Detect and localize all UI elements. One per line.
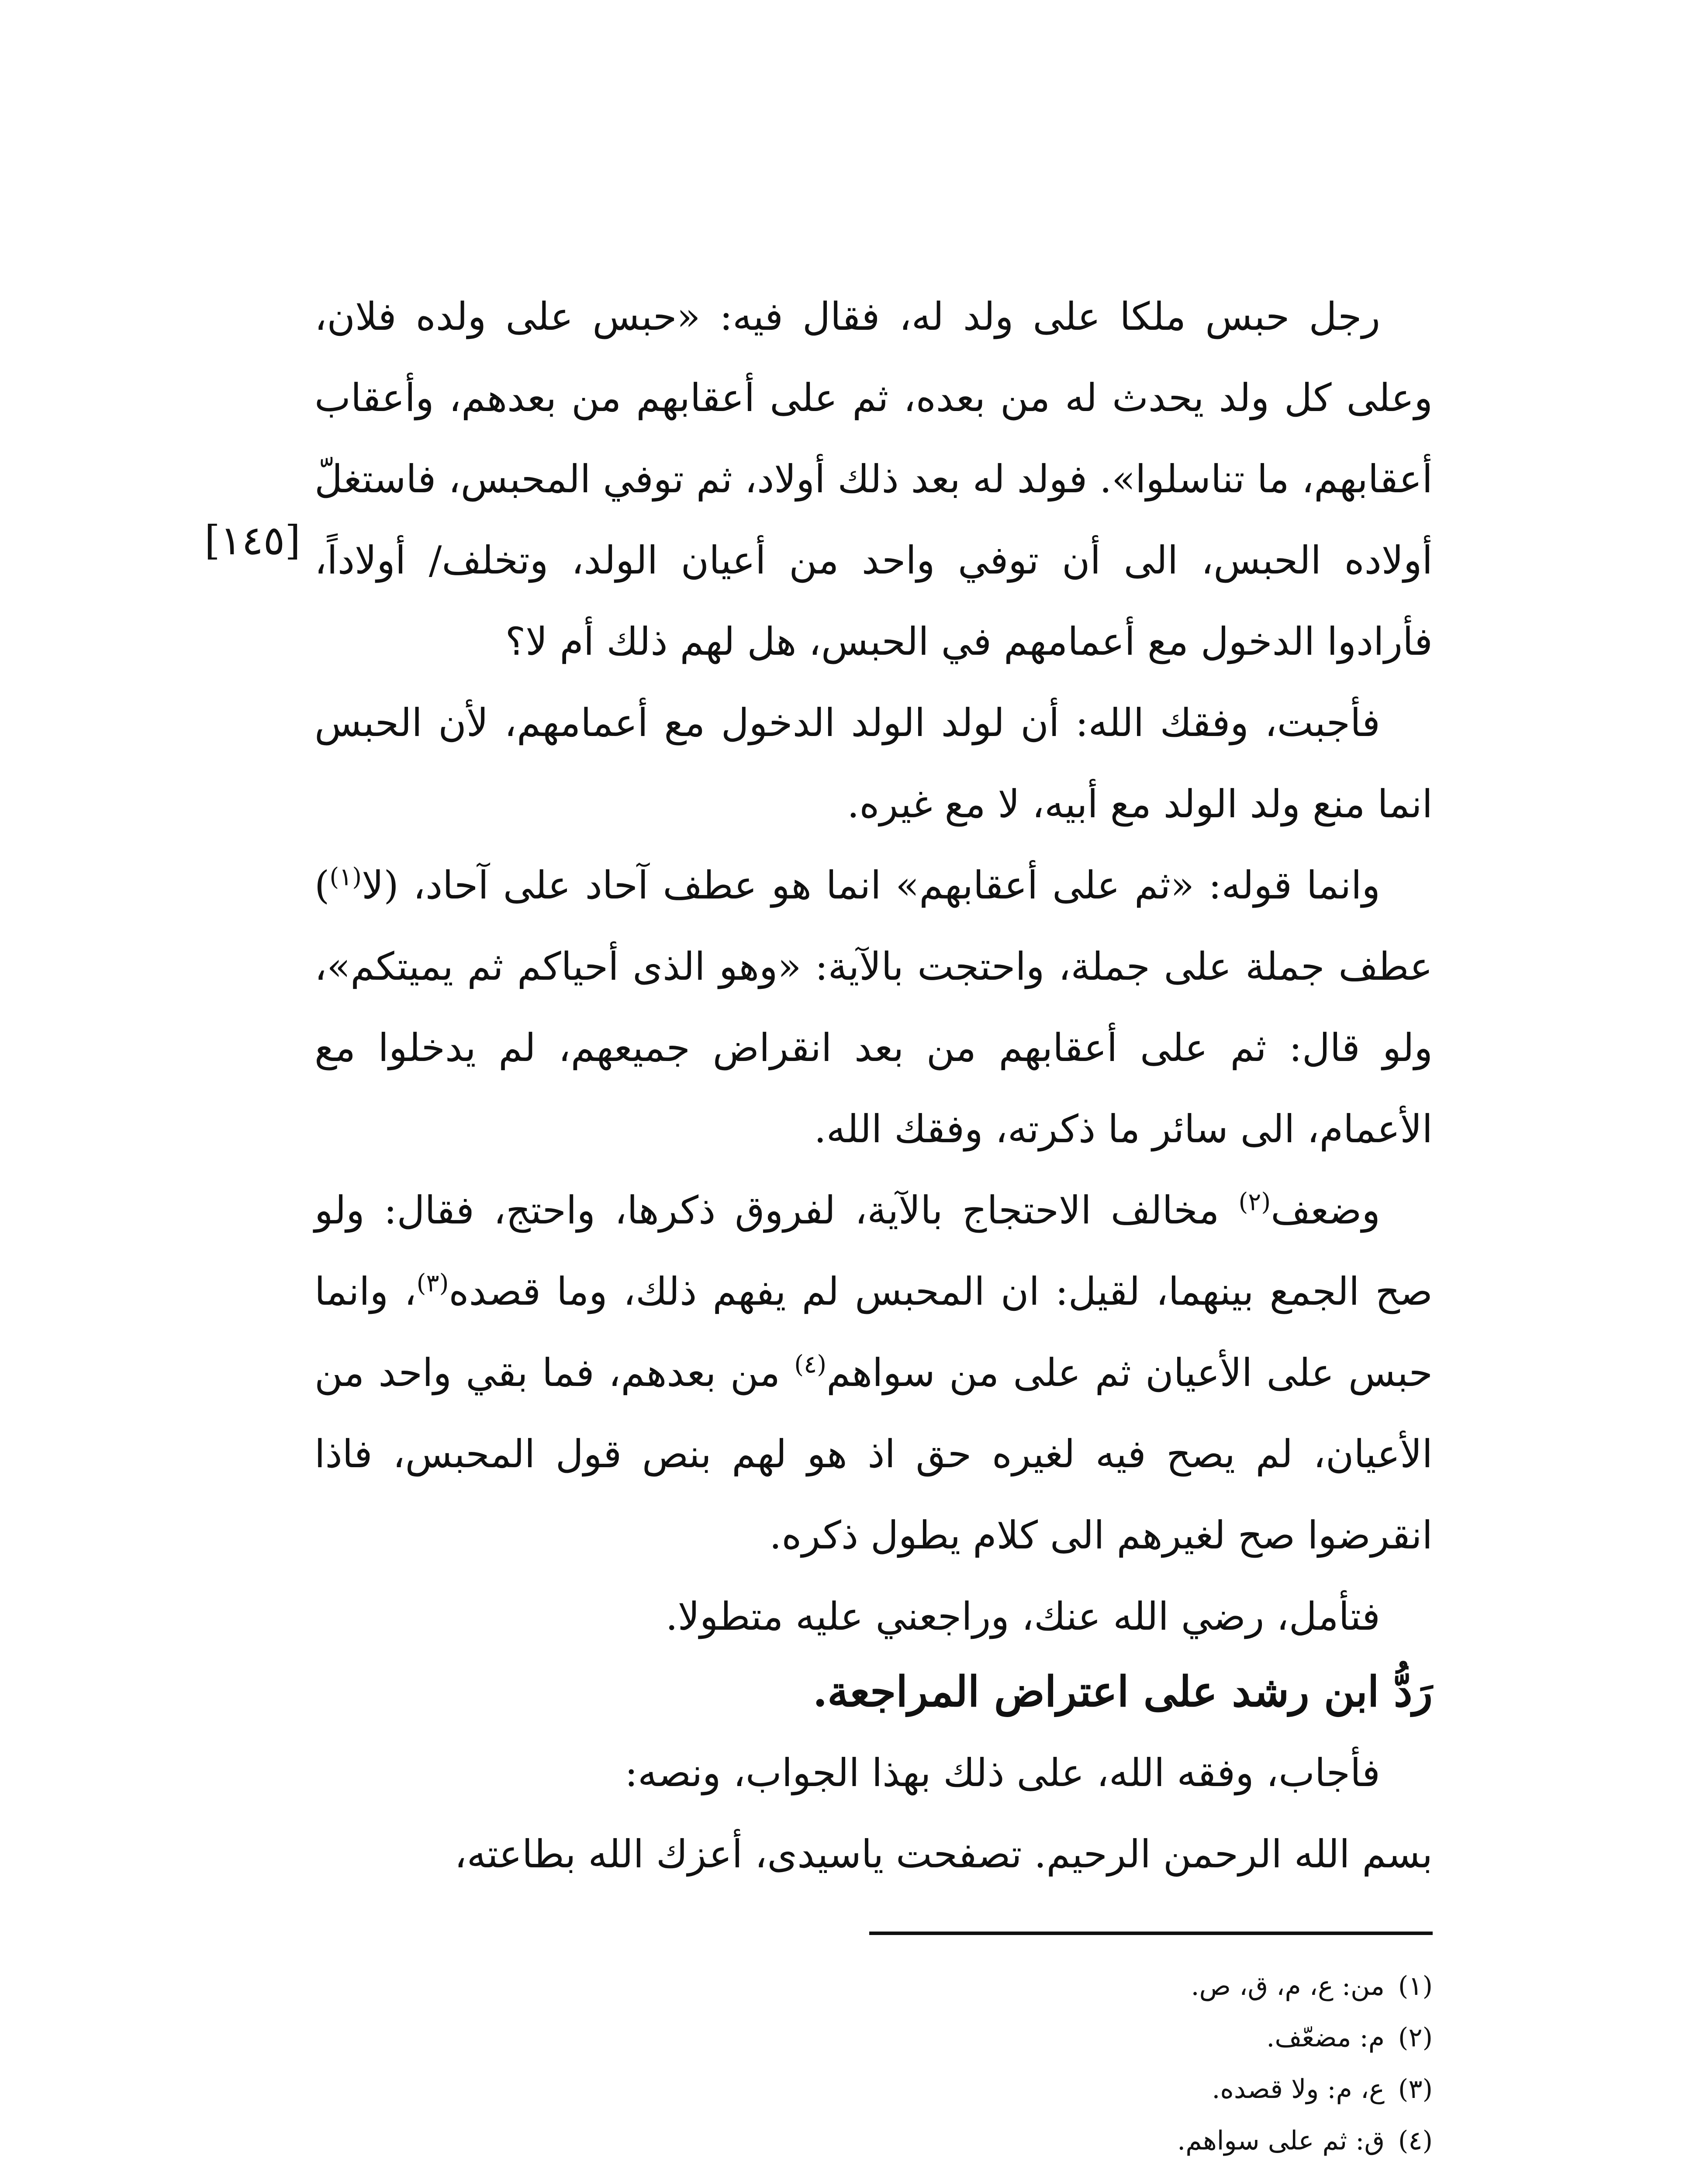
footnote-number: (٢): [1398, 2022, 1433, 2053]
footnote-number: (٣): [1398, 2074, 1433, 2105]
paragraph-objection: [314, 1170, 1433, 1576]
paragraph-question: رجل حبس ملكا على ولد له، فقال فيه: «حبس على ولده فلان، وعلى كل ولد يحدث له من بعده، ثم على أعقابهم من بعدهم، وأعقاب أعقابهم، ما تناسلوا». فولد له بعد ذلك أولاد، ثم توفي المحبس، فاستغلّ أولاده الحبس، الى أن توفي واحد من أعيان الولد، وتخلف/ أولاداً، فأرادوا الدخول مع أعمامهم في الحبس، هل لهم ذلك أم لا؟: [314, 294, 1433, 664]
footnote-number: (١): [1398, 1971, 1433, 2001]
paragraph-reply-intro: فأجاب، وفقه الله، على ذلك بهذا الجواب، ونصه:: [625, 1750, 1380, 1795]
footnote-text: ع، م: ولا قصده.: [1212, 2074, 1385, 2105]
footnote-4: [777, 2115, 1433, 2167]
paragraph-argument: [314, 845, 1433, 1170]
paragraph-objection-text-a: وضعف: [1271, 1188, 1380, 1233]
paragraph-objection-text-c: ، وانما حبس على الأعيان ثم على من سواهم: [314, 1269, 1433, 1395]
footnote-text: م: مضعّف.: [1266, 2022, 1385, 2053]
footnote-number: (٤): [1398, 2125, 1433, 2156]
paragraph-objection-text-b: مخالف الاحتجاج بالآية، لفروق ذكرها، واحتج، فقال: ولو صح الجمع بينهما، لقيل: ان المحبس لم يفهم ذلك، وما قصده: [314, 1188, 1433, 1314]
paragraph-closing-request: فتأمل، رضي الله عنك، وراجعني عليه متطولا.: [665, 1594, 1380, 1639]
footnote-ref-2: (٢): [1238, 1188, 1271, 1216]
paragraph-argument-text-after: ) عطف جملة على جملة، واحتجت بالآية: «وهو الذى أحياكم ثم يميتكم»، ولو قال: ثم على أعقابهم من بعد انقراض جميعهم، لم يدخلوا مع الأعمام، الى سائر ما ذكرته، وفقك الله.: [314, 863, 1433, 1151]
paragraph-objection-text-d: من بعدهم، فما بقي واحد من الأعيان، لم يصح فيه لغيره حق اذ هو لهم بنص قول المحبس، فاذا انقرضوا صح لغيرهم الى كلام يطول ذكره.: [314, 1350, 1433, 1558]
footnote-divider: [869, 1932, 1433, 1935]
footnote-text: ق: ثم على سواهم.: [1177, 2125, 1385, 2156]
section-heading: رَدُّ ابن رشد على اعتراض المراجعة.: [812, 1667, 1433, 1716]
body-text-lower: [314, 1732, 1433, 1895]
body-text-upper: [314, 276, 1433, 1657]
footnote-text: من: ع، م، ق، ص.: [1191, 1971, 1385, 2001]
footnote-2: [777, 2012, 1433, 2063]
footnote-3: [777, 2063, 1433, 2115]
footnotes: [777, 1960, 1433, 2167]
footnote-ref-3: (٣): [416, 1269, 449, 1298]
footnote-ref-1: (١): [329, 863, 362, 892]
paragraph-answer: فأجبت، وفقك الله: أن لولد الولد الدخول مع أعمامهم، لأن الحبس انما منع ولد الولد مع أبيه، لا مع غيره.: [314, 700, 1433, 826]
footnote-ref-4: (٤): [794, 1350, 827, 1379]
margin-page-marker: [١٤٥]: [204, 517, 301, 564]
paragraph-reply-opening: بسم الله الرحمن الرحيم. تصفحت ياسيدى، أعزك الله بطاعته،: [454, 1832, 1433, 1876]
footnote-1: [777, 1960, 1433, 2012]
paragraph-argument-text-before: وانما قوله: «ثم على أعقابهم» انما هو عطف آحاد على آحاد، (لا: [362, 863, 1380, 908]
